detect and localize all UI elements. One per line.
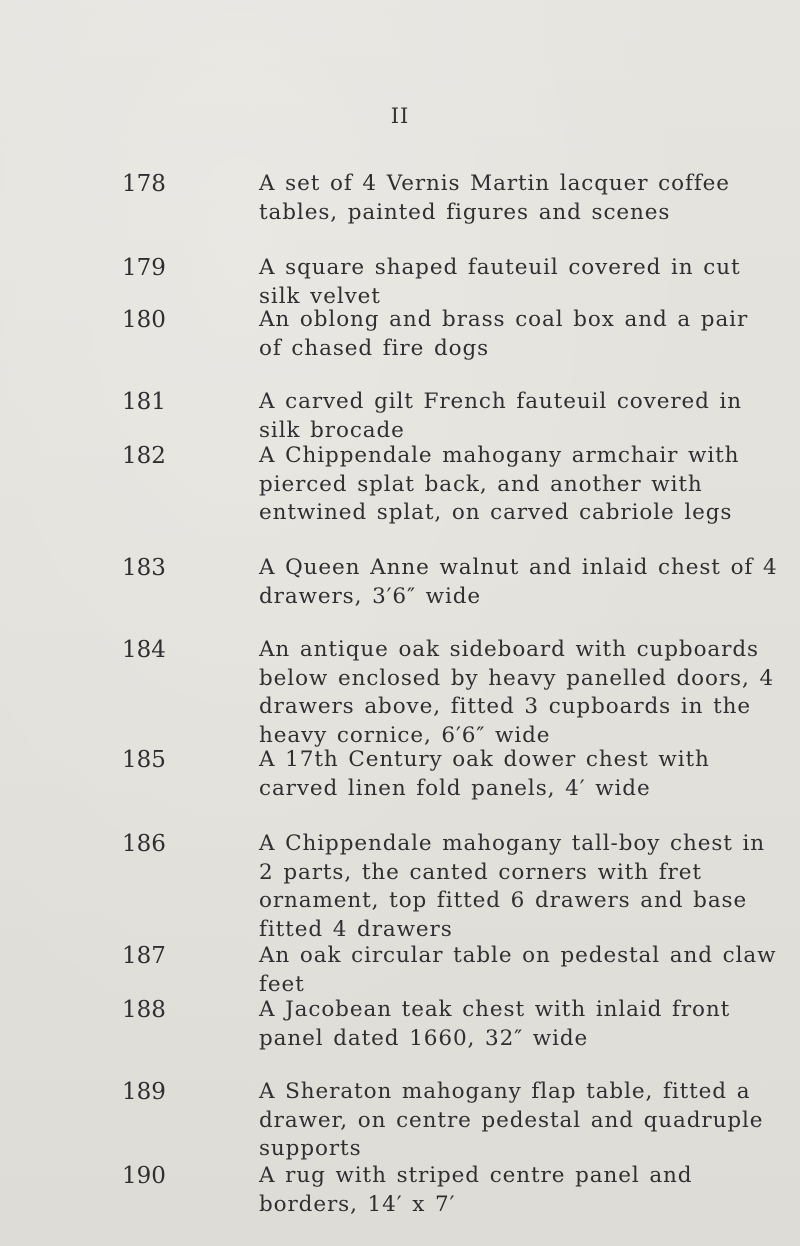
lot-number: 184	[122, 637, 166, 663]
lot-description: An antique oak sideboard with cupboards below enclosed by heavy panelled doors, 4 drawers above, fitted 3 cupboards in the heavy cornice, 6′6″ wide	[259, 637, 775, 748]
lot-description: A carved gilt French fauteuil covered in silk brocade	[259, 389, 743, 443]
lot-number: 185	[122, 747, 166, 773]
lot-description: A rug with striped centre panel and borders, 14′ x 7′	[259, 1163, 693, 1217]
lot-description: A square shaped fauteuil covered in cut silk velvet	[259, 255, 741, 309]
lot-number: 186	[122, 831, 166, 857]
page-number: II	[390, 104, 410, 128]
lot-number: 187	[122, 943, 166, 969]
lot-description: A 17th Century oak dower chest with carved linen fold panels, 4′ wide	[259, 747, 710, 801]
lot-description: A Sheraton mahogany flap table, fitted a drawer, on centre pedestal and quadruple supports	[259, 1079, 764, 1161]
lot-number: 181	[122, 389, 166, 415]
lot-description: A Jacobean teak chest with inlaid front panel dated 1660, 32″ wide	[259, 997, 731, 1051]
lot-number: 179	[122, 255, 166, 281]
lot-description: An oak circular table on pedestal and claw feet	[259, 943, 777, 997]
lot-number: 188	[122, 997, 166, 1023]
lot-number: 190	[122, 1163, 166, 1189]
lot-description: A set of 4 Vernis Martin lacquer coffee tables, painted figures and scenes	[259, 171, 730, 225]
lot-number: 178	[122, 171, 166, 197]
lot-description: A Chippendale mahogany tall-boy chest in 2 parts, the canted corners with fret ornament, top fitted 6 drawers and base fitted 4 drawers	[259, 831, 766, 942]
lot-description: A Chippendale mahogany armchair with pierced splat back, and another with entwined splat, on carved cabriole legs	[259, 443, 740, 525]
lot-number: 189	[122, 1079, 166, 1105]
lot-description: An oblong and brass coal box and a pair of chased fire dogs	[259, 307, 749, 361]
lot-number: 183	[122, 555, 166, 581]
lot-number: 180	[122, 307, 166, 333]
lot-description: A Queen Anne walnut and inlaid chest of 4 drawers, 3′6″ wide	[259, 555, 778, 609]
lot-number: 182	[122, 443, 166, 469]
